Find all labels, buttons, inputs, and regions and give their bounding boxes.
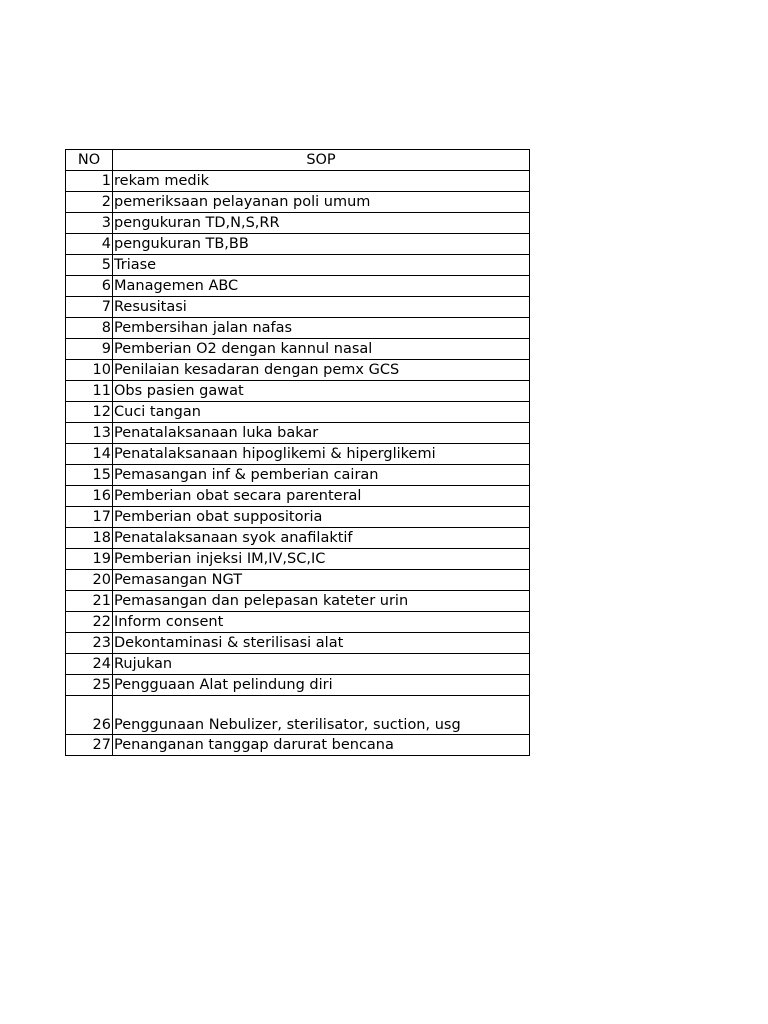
row-sop: Obs pasien gawat	[113, 381, 530, 402]
table-row	[66, 171, 530, 192]
row-number: 14	[66, 444, 113, 465]
sop-table-body	[66, 171, 530, 756]
row-sop: Penggunaan Nebulizer, sterilisator, suction, usg	[113, 696, 530, 735]
row-number: 23	[66, 633, 113, 654]
row-sop: pengukuran TB,BB	[113, 234, 530, 255]
row-sop: Rujukan	[113, 654, 530, 675]
table-row	[66, 402, 530, 423]
table-row	[66, 654, 530, 675]
row-sop: Pemasangan inf & pemberian cairan	[113, 465, 530, 486]
table-row	[66, 234, 530, 255]
row-number: 22	[66, 612, 113, 633]
row-number: 17	[66, 507, 113, 528]
table-row	[66, 570, 530, 591]
row-number: 21	[66, 591, 113, 612]
row-number: 26	[66, 696, 113, 735]
header-sop: SOP	[113, 150, 530, 171]
table-row	[66, 360, 530, 381]
row-number: 25	[66, 675, 113, 696]
row-sop: Pemasangan NGT	[113, 570, 530, 591]
row-number: 3	[66, 213, 113, 234]
table-row	[66, 213, 530, 234]
row-sop: pemeriksaan pelayanan poli umum	[113, 192, 530, 213]
row-number: 6	[66, 276, 113, 297]
table-row	[66, 444, 530, 465]
row-number: 5	[66, 255, 113, 276]
row-sop: Inform consent	[113, 612, 530, 633]
sop-table	[65, 149, 530, 756]
row-number: 2	[66, 192, 113, 213]
table-row	[66, 735, 530, 756]
table-row	[66, 381, 530, 402]
row-number: 15	[66, 465, 113, 486]
header-no: NO	[66, 150, 113, 171]
row-sop: Pengguaan Alat pelindung diri	[113, 675, 530, 696]
row-sop: Penatalaksanaan hipoglikemi & hiperglikemi	[113, 444, 530, 465]
header-row	[66, 150, 530, 171]
row-number: 1	[66, 171, 113, 192]
table-row	[66, 465, 530, 486]
table-row	[66, 276, 530, 297]
table-row	[66, 591, 530, 612]
row-sop: Penanganan tanggap darurat bencana	[113, 735, 530, 756]
row-number: 7	[66, 297, 113, 318]
row-number: 12	[66, 402, 113, 423]
row-number: 18	[66, 528, 113, 549]
row-sop: Pemberian obat secara parenteral	[113, 486, 530, 507]
table-row	[66, 423, 530, 444]
table-row	[66, 633, 530, 654]
row-number: 11	[66, 381, 113, 402]
row-sop: rekam medik	[113, 171, 530, 192]
row-number: 10	[66, 360, 113, 381]
row-sop: Pembersihan jalan nafas	[113, 318, 530, 339]
table-row	[66, 507, 530, 528]
table-row	[66, 486, 530, 507]
row-number: 9	[66, 339, 113, 360]
row-sop: Penilaian kesadaran dengan pemx GCS	[113, 360, 530, 381]
row-number: 4	[66, 234, 113, 255]
table-row	[66, 318, 530, 339]
row-sop: Dekontaminasi & sterilisasi alat	[113, 633, 530, 654]
row-number: 24	[66, 654, 113, 675]
table-row	[66, 549, 530, 570]
table-row	[66, 696, 530, 735]
table-row	[66, 339, 530, 360]
row-sop: Managemen ABC	[113, 276, 530, 297]
row-sop: Pemasangan dan pelepasan kateter urin	[113, 591, 530, 612]
row-sop: Pemberian injeksi IM,IV,SC,IC	[113, 549, 530, 570]
row-number: 27	[66, 735, 113, 756]
row-number: 8	[66, 318, 113, 339]
table-row	[66, 528, 530, 549]
row-sop: Pemberian obat suppositoria	[113, 507, 530, 528]
table-row	[66, 675, 530, 696]
table-row	[66, 192, 530, 213]
row-number: 13	[66, 423, 113, 444]
table-row	[66, 612, 530, 633]
table-row	[66, 297, 530, 318]
row-sop: pengukuran TD,N,S,RR	[113, 213, 530, 234]
row-number: 20	[66, 570, 113, 591]
row-number: 19	[66, 549, 113, 570]
row-sop: Penatalaksanaan syok anafilaktif	[113, 528, 530, 549]
row-sop: Pemberian O2 dengan kannul nasal	[113, 339, 530, 360]
row-sop: Cuci tangan	[113, 402, 530, 423]
table-row	[66, 255, 530, 276]
row-number: 16	[66, 486, 113, 507]
row-sop: Triase	[113, 255, 530, 276]
row-sop: Resusitasi	[113, 297, 530, 318]
row-sop: Penatalaksanaan luka bakar	[113, 423, 530, 444]
